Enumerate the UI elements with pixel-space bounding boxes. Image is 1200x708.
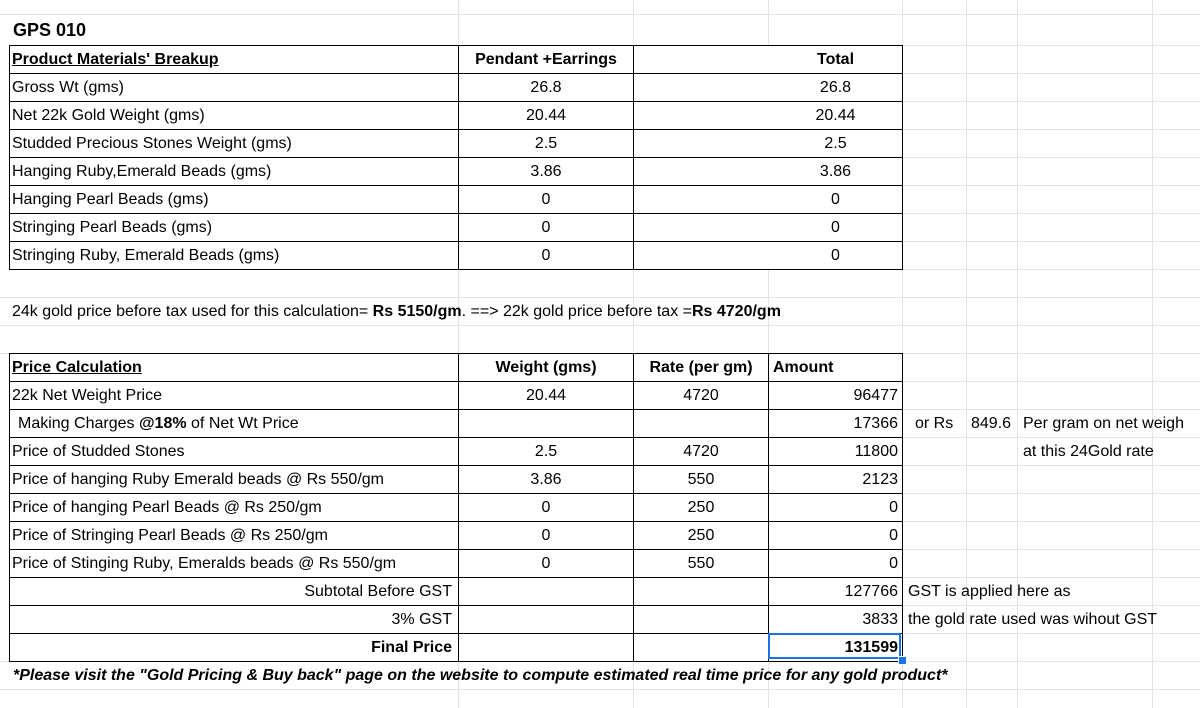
- total-value: 0: [831, 219, 840, 236]
- pendant-value: 0: [541, 219, 551, 236]
- total-value: 0: [831, 191, 840, 208]
- material-label: Hanging Pearl Beads (gms): [12, 191, 209, 208]
- material-label: Studded Precious Stones Weight (gms): [12, 135, 292, 152]
- pendant-value: 3.86: [530, 163, 562, 180]
- rate-header: Rate (per gm): [649, 359, 753, 376]
- or-rs-text: or Rs: [915, 415, 954, 432]
- amount-value: 11800: [854, 443, 898, 460]
- pendant-value: 20.44: [525, 107, 567, 124]
- making-prefix: Making Charges: [18, 415, 139, 432]
- total-value: 0: [831, 247, 840, 264]
- amount-value: 17366: [853, 415, 898, 432]
- fill-handle[interactable]: [898, 656, 907, 665]
- weight-value: 0: [541, 527, 551, 544]
- rate-value: 4720: [683, 387, 719, 404]
- total-value: 2.5: [824, 135, 847, 152]
- total-value: 3.86: [819, 163, 852, 180]
- making-percent: @18%: [138, 415, 187, 432]
- amount-value: 0: [889, 555, 898, 572]
- weight-value: 2.5: [534, 443, 558, 460]
- weight-value: 3.86: [530, 471, 562, 488]
- final-price-label: Final Price: [371, 639, 452, 656]
- rate-value: 250: [687, 527, 715, 544]
- price-label: Price of Studded Stones: [12, 443, 185, 460]
- price-calculation-header: Price Calculation: [12, 359, 142, 376]
- total-header: Total: [816, 51, 855, 68]
- gst-label: 3% GST: [391, 611, 452, 628]
- sheet-title: GPS 010: [13, 20, 87, 40]
- final-price-amount[interactable]: 131599: [844, 639, 898, 656]
- pendant-value: 0: [541, 247, 551, 264]
- pendant-value: 26.8: [530, 79, 562, 96]
- gst-note-line-1: GST is applied here as: [908, 583, 1071, 600]
- total-value: 26.8: [819, 79, 852, 96]
- material-label: Stringing Ruby, Emerald Beads (gms): [12, 247, 280, 264]
- weight-value: 0: [541, 555, 551, 572]
- material-label: Gross Wt (gms): [12, 79, 124, 96]
- footer-note: *Please visit the "Gold Pricing & Buy back" page on the website to compute estimated real time price for any gold product*: [13, 667, 948, 684]
- per-gram-text: Per gram on net weigh: [1023, 415, 1184, 432]
- price-label: Price of hanging Pearl Beads @ Rs 250/gm: [12, 499, 322, 516]
- rate-value: 550: [687, 555, 715, 572]
- making-suffix: of Net Wt Price: [186, 415, 299, 432]
- total-value: 20.44: [815, 107, 856, 124]
- material-label: Net 22k Gold Weight (gms): [12, 107, 205, 124]
- gold-note-middle: . ==> 22k gold price before tax =: [461, 303, 692, 320]
- gst-amount: 3833: [862, 611, 898, 628]
- making-charges-label: [18, 416, 299, 432]
- weight-value: 0: [541, 499, 551, 516]
- pendant-value: 2.5: [534, 135, 558, 152]
- price-label: Price of Stringing Pearl Beads @ Rs 250/gm: [12, 527, 328, 544]
- rate-value: 4720: [683, 443, 719, 460]
- amount-value: 0: [889, 499, 898, 516]
- gold-rate-24k: Rs 5150/gm: [372, 303, 462, 320]
- gold-note-prefix: 24k gold price before tax used for this calculation=: [12, 303, 369, 320]
- subtotal-amount: 127766: [844, 583, 898, 600]
- materials-header: Product Materials' Breakup: [12, 51, 219, 68]
- rate-value: 550: [687, 471, 715, 488]
- at-rate-text: at this 24Gold rate: [1023, 443, 1154, 460]
- material-label: Stringing Pearl Beads (gms): [12, 219, 213, 236]
- amount-header: Amount: [773, 359, 834, 376]
- price-label: Price of hanging Ruby Emerald beads @ Rs 550/gm: [12, 471, 384, 488]
- weight-value: 20.44: [525, 387, 567, 404]
- gold-rate-note: [12, 304, 781, 320]
- amount-value: 0: [889, 527, 898, 544]
- amount-value: 2123: [862, 471, 898, 488]
- material-label: Hanging Ruby,Emerald Beads (gms): [12, 163, 272, 180]
- per-gram-value: 849.6: [971, 415, 1012, 432]
- selected-cell-outline[interactable]: [768, 633, 901, 659]
- price-label: 22k Net Weight Price: [12, 387, 162, 404]
- gold-rate-22k: Rs 4720/gm: [691, 303, 781, 320]
- subtotal-label: Subtotal Before GST: [304, 583, 452, 600]
- pendant-value: 0: [541, 191, 551, 208]
- weight-header: Weight (gms): [495, 359, 597, 376]
- gst-note-line-2: the gold rate used was wihout GST: [908, 611, 1158, 628]
- pendant-earrings-header: Pendant +Earrings: [475, 51, 617, 68]
- price-label: Price of Stinging Ruby, Emeralds beads @ Rs 550/gm: [12, 555, 397, 572]
- rate-value: 250: [687, 499, 715, 516]
- amount-value: 96477: [853, 387, 898, 404]
